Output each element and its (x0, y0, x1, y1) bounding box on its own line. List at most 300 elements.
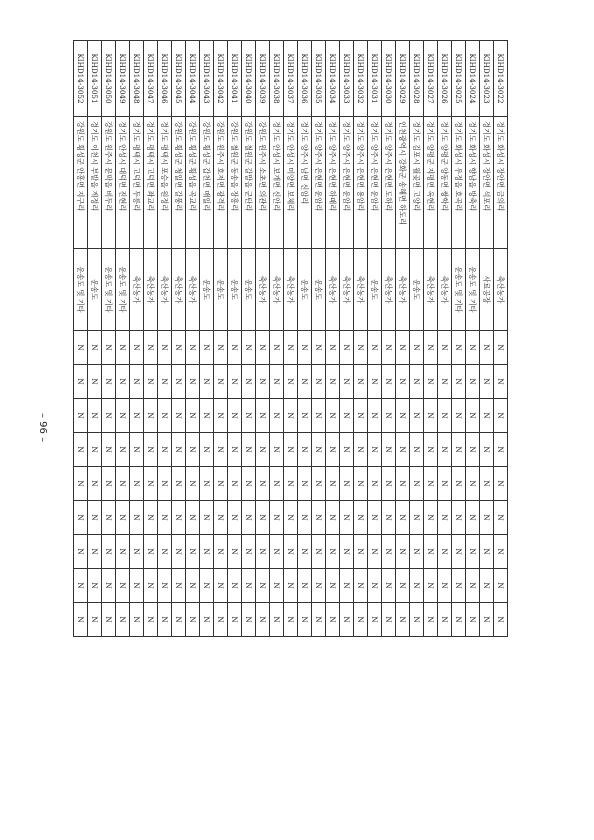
result-cell: N (88, 467, 102, 501)
sample-id-cell: KIHD14-3040 (242, 41, 256, 117)
result-cell: N (116, 399, 130, 433)
result-cell: N (298, 535, 312, 569)
result-cell: N (340, 467, 354, 501)
result-cell: N (438, 399, 452, 433)
result-cell: N (340, 399, 354, 433)
result-cell: N (354, 331, 368, 365)
result-cell: N (130, 365, 144, 399)
site-type-cell: 운송도 (242, 249, 256, 331)
result-cell: N (354, 433, 368, 467)
site-type-cell: 운송도 (200, 249, 214, 331)
result-cell: N (396, 331, 410, 365)
sample-id-cell: KIHD14-3027 (424, 41, 438, 117)
result-cell: N (102, 331, 116, 365)
result-cell: N (396, 535, 410, 569)
result-cell: N (172, 365, 186, 399)
result-cell: N (88, 501, 102, 535)
address-cell: 경기도 안성시 대덕면 진현리 (116, 117, 130, 249)
result-cell: N (438, 535, 452, 569)
result-cell: N (466, 501, 480, 535)
result-cell: N (200, 467, 214, 501)
result-cell: N (214, 603, 228, 637)
result-cell: N (256, 467, 270, 501)
result-cell: N (242, 331, 256, 365)
result-cell: N (452, 603, 466, 637)
sample-id-cell: KIHD14-3050 (102, 41, 116, 117)
sample-id-cell: KIHD14-3044 (186, 41, 200, 117)
result-cell: N (284, 433, 298, 467)
result-cell: N (410, 331, 424, 365)
result-cell: N (74, 535, 88, 569)
result-cell: N (242, 501, 256, 535)
result-cell: N (354, 569, 368, 603)
result-cell: N (480, 569, 494, 603)
table-row (130, 41, 144, 637)
result-cell: N (172, 603, 186, 637)
result-cell: N (424, 399, 438, 433)
result-cell: N (270, 603, 284, 637)
result-cell: N (74, 399, 88, 433)
result-cell: N (326, 331, 340, 365)
result-cell: N (480, 603, 494, 637)
result-cell: N (438, 365, 452, 399)
table-row (298, 41, 312, 637)
sample-id-cell: KIHD14-3051 (88, 41, 102, 117)
address-cell: 경기도 화성시 장안면 석포리 (480, 117, 494, 249)
result-cell: N (368, 535, 382, 569)
result-cell: N (74, 331, 88, 365)
result-cell: N (410, 399, 424, 433)
table-row (494, 41, 508, 637)
sample-id-cell: KIHD14-3049 (116, 41, 130, 117)
result-cell: N (340, 365, 354, 399)
sample-id-cell: KIHD14-3046 (158, 41, 172, 117)
result-cell: N (382, 467, 396, 501)
result-cell: N (466, 433, 480, 467)
site-type-cell: 축산농가 (340, 249, 354, 331)
table-row (466, 41, 480, 637)
result-cell: N (270, 365, 284, 399)
result-cell: N (312, 569, 326, 603)
result-cell: N (452, 399, 466, 433)
result-cell: N (200, 569, 214, 603)
result-cell: N (256, 501, 270, 535)
result-cell: N (158, 399, 172, 433)
result-cell: N (396, 467, 410, 501)
result-cell: N (284, 399, 298, 433)
sample-id-cell: KIHD14-3041 (228, 41, 242, 117)
result-cell: N (382, 433, 396, 467)
result-cell: N (452, 467, 466, 501)
sample-id-cell: KIHD14-3042 (214, 41, 228, 117)
address-cell: 강원도 원주시 소초면 의관리 (256, 117, 270, 249)
result-cell: N (480, 467, 494, 501)
result-cell: N (382, 399, 396, 433)
sample-id-cell: KIHD14-3023 (480, 41, 494, 117)
table-viewport (76, 40, 508, 636)
result-cell: N (130, 569, 144, 603)
site-type-cell: 축산농가 (424, 249, 438, 331)
result-cell: N (298, 365, 312, 399)
result-cell: N (228, 331, 242, 365)
table-row (312, 41, 326, 637)
address-cell: 경기도 안성시 보개면 신안리 (270, 117, 284, 249)
result-cell: N (228, 433, 242, 467)
result-cell: N (88, 399, 102, 433)
result-cell: N (144, 331, 158, 365)
result-cell: N (158, 603, 172, 637)
result-cell: N (354, 467, 368, 501)
table-row (214, 41, 228, 637)
sample-id-cell: KIHD14-3037 (284, 41, 298, 117)
table-row (326, 41, 340, 637)
result-cell: N (186, 501, 200, 535)
result-cell: N (130, 603, 144, 637)
result-cell: N (270, 467, 284, 501)
table-row (102, 41, 116, 637)
table-row (284, 41, 298, 637)
result-cell: N (242, 603, 256, 637)
result-cell: N (102, 535, 116, 569)
result-cell: N (410, 433, 424, 467)
result-cell: N (102, 603, 116, 637)
result-cell: N (158, 331, 172, 365)
site-type-cell: 축산농가 (256, 249, 270, 331)
result-cell: N (452, 569, 466, 603)
result-cell: N (368, 467, 382, 501)
address-cell: 경기도 화성시 우정읍 호곡리 (452, 117, 466, 249)
result-cell: N (228, 501, 242, 535)
result-cell: N (312, 501, 326, 535)
address-cell: 경기도 평택시 고덕면 좌교리 (144, 117, 158, 249)
result-cell: N (298, 501, 312, 535)
result-cell: N (256, 603, 270, 637)
site-type-cell: 축산농가 (270, 249, 284, 331)
result-cell: N (256, 569, 270, 603)
table-row (438, 41, 452, 637)
result-cell: N (382, 365, 396, 399)
result-cell: N (130, 399, 144, 433)
sample-id-cell: KIHD14-3022 (494, 41, 508, 117)
result-cell: N (494, 569, 508, 603)
sample-id-cell: KIHD14-3043 (200, 41, 214, 117)
result-cell: N (494, 535, 508, 569)
site-type-cell: 축산농가 (354, 249, 368, 331)
result-cell: N (354, 535, 368, 569)
address-cell: 경기도 평택시 포승읍 원정리 (158, 117, 172, 249)
result-cell: N (200, 603, 214, 637)
result-cell: N (270, 501, 284, 535)
result-cell: N (410, 569, 424, 603)
result-cell: N (88, 331, 102, 365)
site-type-cell: 운송도 및 기타 (102, 249, 116, 331)
result-cell: N (116, 331, 130, 365)
result-cell: N (172, 467, 186, 501)
result-cell: N (340, 331, 354, 365)
result-cell: N (452, 433, 466, 467)
result-cell: N (368, 365, 382, 399)
result-cell: N (172, 501, 186, 535)
result-cell: N (228, 569, 242, 603)
table-row (172, 41, 186, 637)
result-cell: N (480, 535, 494, 569)
result-cell: N (424, 365, 438, 399)
result-cell: N (312, 331, 326, 365)
result-cell: N (480, 433, 494, 467)
result-cell: N (214, 569, 228, 603)
result-cell: N (410, 535, 424, 569)
result-cell: N (200, 331, 214, 365)
result-cell: N (466, 603, 480, 637)
result-cell: N (102, 467, 116, 501)
result-cell: N (102, 433, 116, 467)
result-cell: N (382, 603, 396, 637)
address-cell: 경기도 양주시 은현면 운암리 (312, 117, 326, 249)
result-cell: N (256, 331, 270, 365)
result-cell: N (256, 433, 270, 467)
result-cell: N (144, 433, 158, 467)
result-cell: N (144, 365, 158, 399)
result-cell: N (256, 535, 270, 569)
site-type-cell: 축산농가 (438, 249, 452, 331)
result-cell: N (186, 399, 200, 433)
result-cell: N (130, 433, 144, 467)
result-cell: N (270, 569, 284, 603)
result-cell: N (424, 433, 438, 467)
result-cell: N (424, 603, 438, 637)
site-type-cell: 축산농가 (172, 249, 186, 331)
result-cell: N (214, 535, 228, 569)
result-cell: N (494, 365, 508, 399)
table-row (410, 41, 424, 637)
address-cell: 경기도 양주시 은현면 운암리 (340, 117, 354, 249)
address-cell: 경기도 양주시 은현면 하패리 (326, 117, 340, 249)
address-cell: 강원도 원주시 호저면 광격리 (214, 117, 228, 249)
result-cell: N (452, 365, 466, 399)
address-cell: 경기도 양주시 남면 신암리 (298, 117, 312, 249)
result-cell: N (200, 399, 214, 433)
result-cell: N (172, 535, 186, 569)
table-row (368, 41, 382, 637)
site-type-cell: 축산농가 (144, 249, 158, 331)
result-cell: N (326, 399, 340, 433)
result-cell: N (298, 331, 312, 365)
sample-id-cell: KIHD14-3030 (382, 41, 396, 117)
result-cell: N (186, 433, 200, 467)
result-cell: N (312, 603, 326, 637)
result-cell: N (382, 501, 396, 535)
address-cell: 강원도 철원군 동송읍 장흥리 (228, 117, 242, 249)
result-cell: N (466, 535, 480, 569)
result-cell: N (396, 365, 410, 399)
sample-id-cell: KIHD14-3025 (452, 41, 466, 117)
result-cell: N (396, 399, 410, 433)
result-cell: N (410, 501, 424, 535)
result-cell: N (480, 501, 494, 535)
result-cell: N (74, 569, 88, 603)
result-cell: N (494, 501, 508, 535)
sample-id-cell: KIHD14-3028 (410, 41, 424, 117)
address-cell: 경기도 평택시 고덕면 두릉리 (130, 117, 144, 249)
result-cell: N (88, 433, 102, 467)
result-cell: N (466, 399, 480, 433)
sample-id-cell: KIHD14-3032 (354, 41, 368, 117)
site-type-cell: 축산농가 (284, 249, 298, 331)
result-cell: N (158, 365, 172, 399)
result-cell: N (74, 433, 88, 467)
result-cell: N (382, 331, 396, 365)
result-cell: N (312, 399, 326, 433)
address-cell: 강원도 원주시 문막읍 비두리 (102, 117, 116, 249)
result-cell: N (102, 365, 116, 399)
result-cell: N (466, 467, 480, 501)
site-type-cell: 축산농가 (382, 249, 396, 331)
sample-id-cell: KIHD14-3034 (326, 41, 340, 117)
site-type-cell: 운송도 (368, 249, 382, 331)
result-cell: N (102, 399, 116, 433)
sample-id-cell: KIHD14-3035 (312, 41, 326, 117)
sample-id-cell: KIHD14-3038 (270, 41, 284, 117)
result-cell: N (284, 569, 298, 603)
sample-id-cell: KIHD14-3036 (298, 41, 312, 117)
result-cell: N (74, 365, 88, 399)
result-cell: N (368, 433, 382, 467)
table-row (116, 41, 130, 637)
table-body (74, 41, 508, 637)
site-type-cell: 운송도 및 기타 (466, 249, 480, 331)
result-cell: N (74, 603, 88, 637)
result-cell: N (368, 399, 382, 433)
result-cell: N (354, 603, 368, 637)
result-cell: N (466, 331, 480, 365)
result-cell: N (200, 535, 214, 569)
table-row (88, 41, 102, 637)
address-cell: 강원도 횡성군 갑천면 매일리 (200, 117, 214, 249)
result-cell: N (438, 331, 452, 365)
table-row (340, 41, 354, 637)
result-cell: N (172, 331, 186, 365)
address-cell: 경기도 양주시 은현면 도하리 (382, 117, 396, 249)
result-cell: N (438, 501, 452, 535)
result-cell: N (214, 433, 228, 467)
result-cell: N (228, 365, 242, 399)
result-cell: N (298, 603, 312, 637)
result-cell: N (326, 467, 340, 501)
result-cell: N (340, 569, 354, 603)
result-cell: N (326, 433, 340, 467)
result-cell: N (368, 603, 382, 637)
result-cell: N (116, 365, 130, 399)
result-cell: N (158, 433, 172, 467)
result-cell: N (130, 331, 144, 365)
site-type-cell: 축산농가 (186, 249, 200, 331)
result-cell: N (340, 603, 354, 637)
site-type-cell: 축산농가 (326, 249, 340, 331)
result-cell: N (424, 569, 438, 603)
result-cell: N (116, 569, 130, 603)
result-cell: N (172, 399, 186, 433)
result-cell: N (326, 603, 340, 637)
result-cell: N (242, 535, 256, 569)
result-cell: N (186, 365, 200, 399)
result-cell: N (186, 603, 200, 637)
sample-id-cell: KIHD14-3045 (172, 41, 186, 117)
table-row (74, 41, 88, 637)
result-cell: N (228, 467, 242, 501)
sample-id-cell: KIHD14-3052 (74, 41, 88, 117)
result-cell: N (88, 569, 102, 603)
site-type-cell: 운송도 및 기타 (452, 249, 466, 331)
address-cell: 경기도 양주시 은현면 용암리 (354, 117, 368, 249)
result-cell: N (214, 501, 228, 535)
result-cell: N (242, 365, 256, 399)
result-cell: N (186, 569, 200, 603)
table-row (452, 41, 466, 637)
result-cell: N (284, 535, 298, 569)
site-type-cell: 축산농가 (130, 249, 144, 331)
result-cell: N (354, 399, 368, 433)
site-type-cell: 축산농가 (396, 249, 410, 331)
result-cell: N (116, 433, 130, 467)
table-row (354, 41, 368, 637)
result-cell: N (326, 535, 340, 569)
result-cell: N (494, 433, 508, 467)
table-row (158, 41, 172, 637)
address-cell: 경기도 화성시 장안면 금의리 (494, 117, 508, 249)
result-cell: N (284, 603, 298, 637)
sample-id-cell: KIHD14-3039 (256, 41, 270, 117)
result-cell: N (424, 331, 438, 365)
address-cell: 강원도 횡성군 청일면 갈풍리 (172, 117, 186, 249)
result-cell: N (116, 535, 130, 569)
result-cell: N (102, 569, 116, 603)
address-cell: 경기도 이천시 부발읍 계정리 (88, 117, 102, 249)
table-row (228, 41, 242, 637)
result-cell: N (158, 535, 172, 569)
table-row (186, 41, 200, 637)
result-cell: N (494, 399, 508, 433)
result-cell: N (228, 603, 242, 637)
result-cell: N (270, 433, 284, 467)
result-cell: N (410, 603, 424, 637)
site-type-cell: 축산농가 (494, 249, 508, 331)
result-cell: N (452, 501, 466, 535)
result-cell: N (88, 365, 102, 399)
address-cell: 경기도 양주시 은현면 운암리 (368, 117, 382, 249)
rotated-table-container (76, 40, 508, 636)
result-cell: N (466, 365, 480, 399)
result-cell: N (480, 331, 494, 365)
result-cell: N (242, 399, 256, 433)
result-cell: N (186, 535, 200, 569)
result-cell: N (466, 569, 480, 603)
result-cell: N (242, 467, 256, 501)
result-cell: N (158, 501, 172, 535)
result-cell: N (298, 399, 312, 433)
result-cell: N (312, 365, 326, 399)
result-cell: N (368, 569, 382, 603)
result-cell: N (200, 365, 214, 399)
result-cell: N (452, 331, 466, 365)
result-cell: N (144, 501, 158, 535)
sample-id-cell: KIHD14-3024 (466, 41, 480, 117)
result-cell: N (284, 331, 298, 365)
result-cell: N (88, 535, 102, 569)
address-cell: 경기도 양평군 양동면 쌍학리 (438, 117, 452, 249)
address-cell: 강원도 횡성군 횡성읍 곡교리 (186, 117, 200, 249)
result-cell: N (214, 467, 228, 501)
result-cell: N (130, 535, 144, 569)
